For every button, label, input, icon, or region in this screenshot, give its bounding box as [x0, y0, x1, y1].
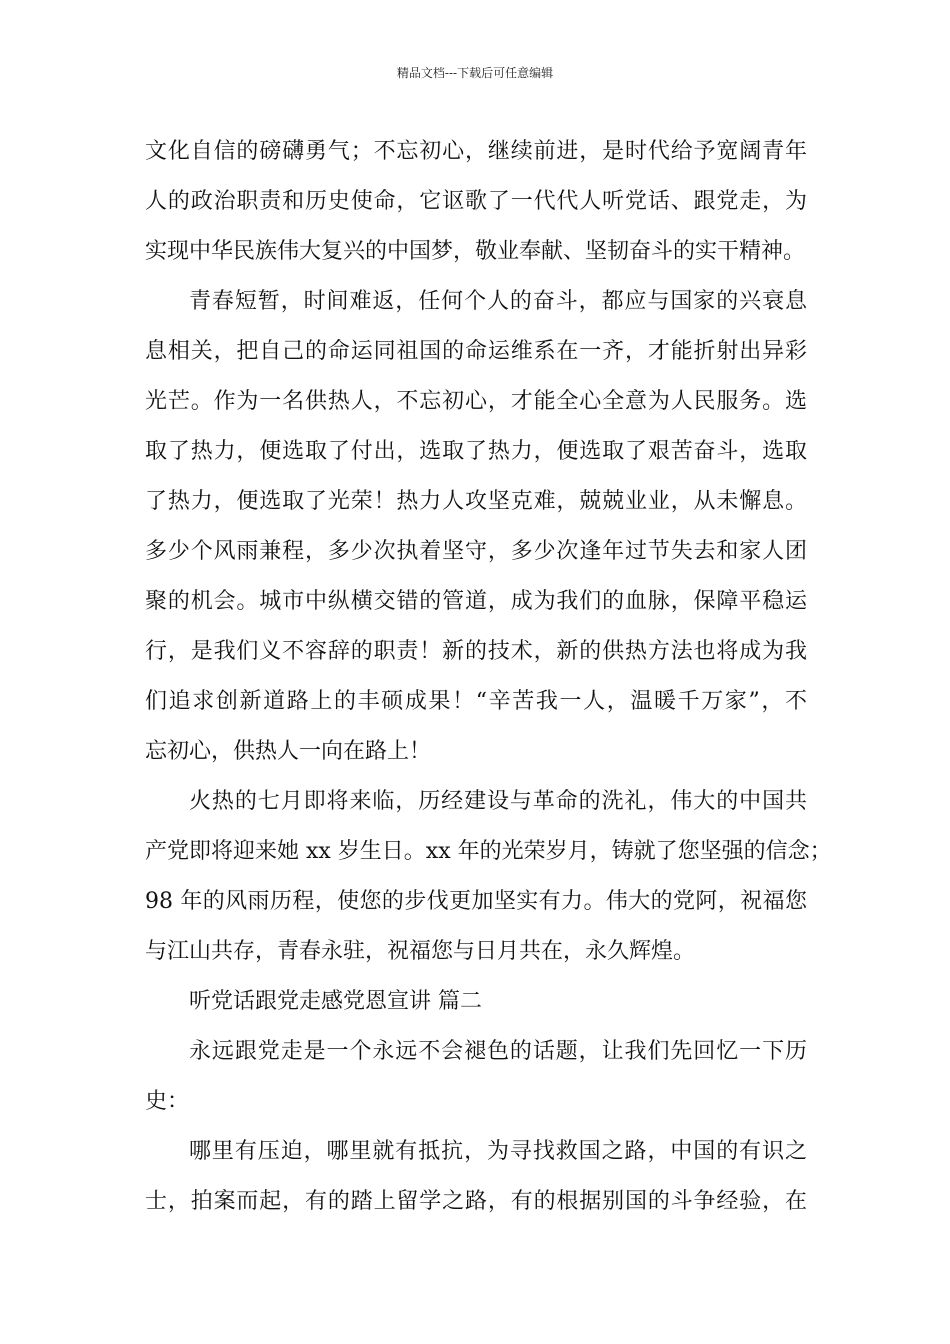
document-body [145, 127, 832, 1227]
text-line: 青春短暂，时间难返，任何个人的奋斗，都应与国家的兴衰息 [189, 289, 807, 314]
text-line: 哪里有压迫，哪里就有抵抗，为寻找救国之路，中国的有识之 [189, 1139, 807, 1164]
text-line: 们追求创新道路上的丰硕成果！“辛苦我一人，温暖千万家”，不 [145, 689, 807, 714]
text-line: 文化自信的磅礴勇气；不忘初心，继续前进，是时代给予宽阔青年 [145, 139, 807, 164]
text-line: 士，拍案而起，有的踏上留学之路，有的根据别国的斗争经验，在 [145, 1189, 807, 1214]
text-line: 98 年的风雨历程，使您的步伐更加坚实有力。伟大的党阿，祝福您 [145, 889, 807, 914]
text-line: 息相关，把自己的命运同祖国的命运维系在一齐，才能折射出异彩 [145, 339, 807, 364]
text-line: 实现中华民族伟大复兴的中国梦，敬业奉献、坚韧奋斗的实干精神。 [145, 239, 806, 264]
text-line: 光芒。作为一名供热人，不忘初心，才能全心全意为人民服务。选 [145, 389, 807, 414]
text-line: 取了热力，便选取了付出，选取了热力，便选取了艰苦奋斗，选取 [145, 439, 807, 464]
text-line: 与江山共存，青春永驻，祝福您与日月共在，永久辉煌。 [145, 939, 696, 964]
text-line: 火热的七月即将来临，历经建设与革命的洗礼，伟大的中国共 [189, 789, 807, 814]
text-line: 行，是我们义不容辞的职责！新的技术，新的供热方法也将成为我 [145, 639, 807, 664]
text-line: 聚的机会。城市中纵横交错的管道，成为我们的血脉，保障平稳运 [145, 589, 807, 614]
text-line: 忘初心，供热人一向在路上！ [145, 739, 432, 764]
text-line: 人的政治职责和历史使命，它讴歌了一代代人听党话、跟党走，为 [145, 189, 807, 214]
text-line: 永远跟党走是一个永远不会褪色的话题，让我们先回忆一下历 [189, 1039, 807, 1064]
text-line: 产党即将迎来她 xx 岁生日。xx 年的光荣岁月，铸就了您坚强的信念； [145, 839, 832, 864]
text-line: 多少个风雨兼程，多少次执着坚守，多少次逢年过节失去和家人团 [145, 539, 807, 564]
page-header: 精品文档---下载后可任意编辑 [396, 66, 554, 80]
section-heading: 听党话跟党走感党恩宣讲 篇二 [189, 989, 482, 1014]
text-line: 了热力，便选取了光荣！热力人攻坚克难，兢兢业业，从未懈息。 [145, 489, 807, 514]
text-line: 史： [145, 1089, 190, 1114]
